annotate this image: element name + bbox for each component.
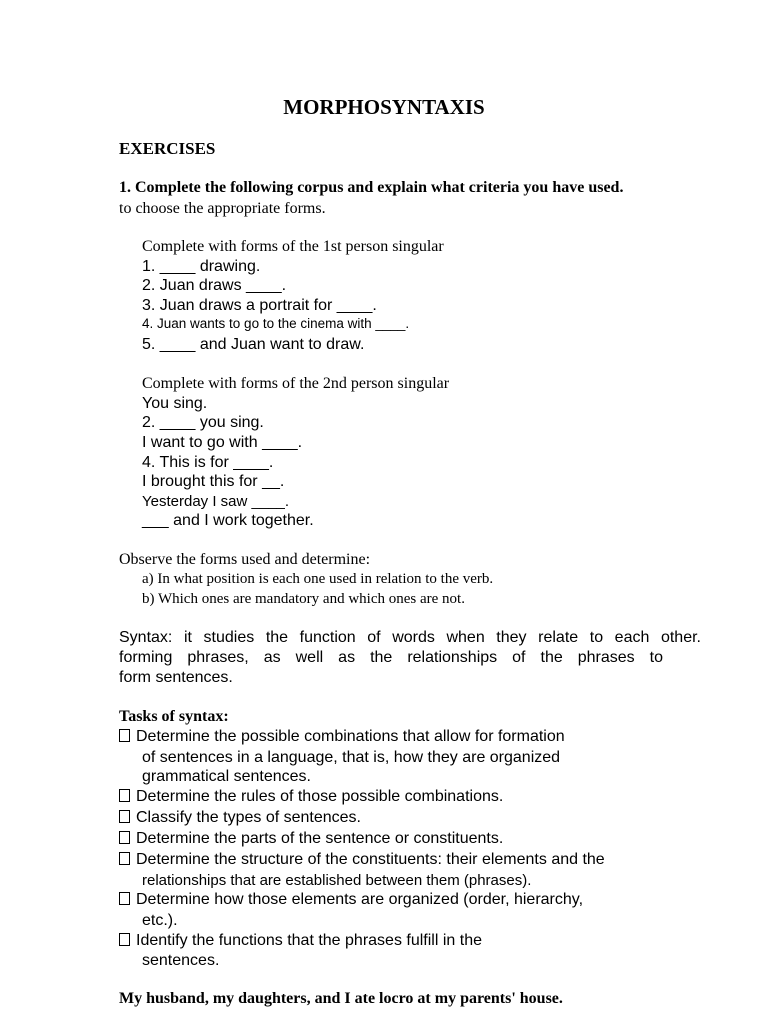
observe-item: a) In what position is each one used in relation to the verb. <box>142 571 494 587</box>
page-title: MORPHOSYNTAXIS <box>283 95 485 119</box>
first-person-heading: Complete with forms of the 1st person singular <box>142 238 444 255</box>
checkbox-bullet-icon <box>119 789 130 802</box>
task-item: Determine the parts of the sentence or constituents. <box>119 830 503 848</box>
syntax-paragraph-line: Syntax: it studies the function of words when they relate to each other. <box>119 629 701 646</box>
task-item-cont: of sentences in a language, that is, how they are organized <box>142 749 561 766</box>
checkbox-bullet-icon <box>119 933 130 946</box>
first-person-item: 3. Juan draws a portrait for ____. <box>142 297 377 314</box>
second-person-item: I want to go with ____. <box>142 434 303 451</box>
observe-item: b) Which ones are mandatory and which ones are not. <box>142 591 465 607</box>
first-person-item: 4. Juan wants to go to the cinema with ____. <box>142 316 410 331</box>
exercise1-instruction: 1. Complete the following corpus and explain what criteria you have used. <box>119 179 624 196</box>
task-item-cont: sentences. <box>142 952 220 969</box>
second-person-heading: Complete with forms of the 2nd person singular <box>142 375 450 392</box>
task-item-cont: relationships that are established between them (phrases). <box>142 872 532 889</box>
tasks-heading: Tasks of syntax: <box>119 708 229 725</box>
task-item: Determine the structure of the constituents: their elements and the <box>119 851 605 869</box>
task-item-cont: etc.). <box>142 912 178 929</box>
task-item: Determine the possible combinations that allow for formation <box>119 728 565 746</box>
second-person-item: ___ and I work together. <box>142 512 314 529</box>
second-person-item: 4. This is for ____. <box>142 454 274 471</box>
syntax-paragraph-line: form sentences. <box>119 669 233 686</box>
exercises-heading: EXERCISES <box>119 139 216 158</box>
second-person-item: You sing. <box>142 395 208 412</box>
checkbox-bullet-icon <box>119 831 130 844</box>
task-item: Determine the rules of those possible combinations. <box>119 788 503 806</box>
first-person-item: 2. Juan draws ____. <box>142 277 287 294</box>
checkbox-bullet-icon <box>119 852 130 865</box>
observe-heading: Observe the forms used and determine: <box>119 551 371 568</box>
second-person-item: Yesterday I saw ____. <box>142 493 290 510</box>
task-item: Identify the functions that the phrases fulfill in the <box>119 932 482 950</box>
syntax-paragraph-line: forming phrases, as well as the relationships of the phrases to <box>119 649 663 666</box>
second-person-item: 2. ____ you sing. <box>142 414 264 431</box>
task-item-cont: grammatical sentences. <box>142 768 311 785</box>
second-person-item: I brought this for __. <box>142 473 285 490</box>
final-sentence: My husband, my daughters, and I ate locro at my parents' house. <box>119 990 563 1007</box>
checkbox-bullet-icon <box>119 892 130 905</box>
checkbox-bullet-icon <box>119 810 130 823</box>
first-person-item: 1. ____ drawing. <box>142 258 261 275</box>
exercise1-instruction-cont: to choose the appropriate forms. <box>119 200 326 217</box>
task-item: Determine how those elements are organized (order, hierarchy, <box>119 891 583 909</box>
first-person-item: 5. ____ and Juan want to draw. <box>142 336 365 353</box>
checkbox-bullet-icon <box>119 729 130 742</box>
task-item: Classify the types of sentences. <box>119 809 361 827</box>
